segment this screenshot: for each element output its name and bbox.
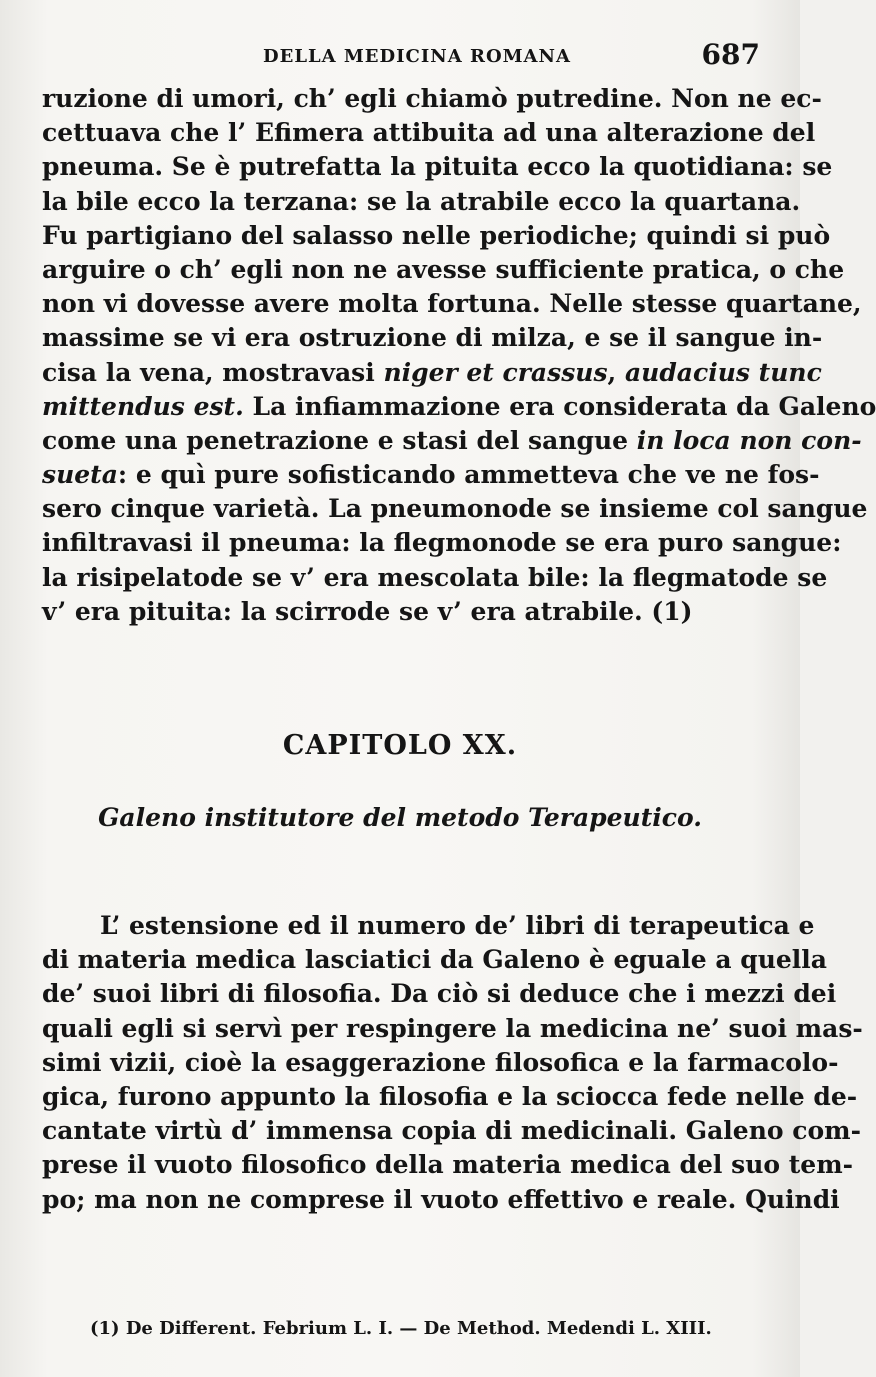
chapter-title: CAPITOLO XX. <box>282 730 518 761</box>
text-segment: v’ era pituita: la scirrode se v’ era atrabile. (1) <box>42 596 693 626</box>
paragraph-continuation <box>42 82 876 629</box>
text-line <box>42 356 822 390</box>
text-segment: cettuava che l’ Efimera attibuita ad una alterazione del <box>42 118 816 148</box>
text-segment: non vi dovesse avere molta fortuna. Nelle stesse quartane, <box>42 289 862 319</box>
text-segment: di materia medica lasciatici da Galeno è eguale a quella <box>42 945 827 975</box>
text-line <box>42 150 833 184</box>
running-head <box>0 38 800 82</box>
text-line <box>42 219 831 253</box>
text-segment: la risipelatode se v’ era mescolata bile: la flegmatode se <box>42 562 828 592</box>
text-segment: prese il vuoto filosofico della materia medica del suo tem- <box>42 1150 854 1180</box>
text-segment: : e quì pure sofisticando ammetteva che ve ne fos- <box>117 460 820 490</box>
page-number: 687 <box>701 38 760 71</box>
text-segment: quali egli si servì per respingere la medicina ne’ suoi mas- <box>42 1013 863 1043</box>
text-segment: , <box>607 357 625 387</box>
text-segment: cantate virtù d’ immensa copia di medicinali. Galeno com- <box>42 1116 861 1146</box>
text-line <box>42 561 828 595</box>
text-segment: gica, furono appunto la filosofia e la sciocca fede nelle de- <box>42 1081 858 1111</box>
text-segment: simi vizii, cioè la esaggerazione filosofica e la farmacolo- <box>42 1047 839 1077</box>
text-segment: massime se vi era ostruzione di milza, e se il sangue in- <box>42 323 823 353</box>
text-segment: ruzione di umori, ch’ egli chiamò putredine. Non ne ec- <box>42 84 822 113</box>
text-line <box>42 116 816 150</box>
text-line <box>42 526 842 560</box>
text-segment: come una penetrazione e stasi del sangue <box>42 425 637 455</box>
text-segment: L’ estensione ed il numero de’ libri di terapeutica e <box>100 911 815 940</box>
italic-text: in loca non con- <box>636 425 862 455</box>
text-segment: Fu partigiano del salasso nelle periodiche; quindi si può <box>42 220 831 250</box>
chapter-paragraph <box>42 909 863 1217</box>
text-segment: sero cinque varietà. La pneumonode se insieme col sangue <box>42 494 868 524</box>
running-title: DELLA MEDICINA ROMANA <box>263 46 571 67</box>
italic-text: mittendus est. <box>42 391 244 421</box>
text-segment: cisa la vena, mostravasi <box>42 357 384 387</box>
text-segment: La infiammazione era considerata da Galeno <box>243 391 876 421</box>
text-line <box>42 1046 839 1080</box>
italic-text: audacius tunc <box>624 357 822 387</box>
text-line <box>42 287 862 321</box>
text-segment: la bile ecco la terzana: se la atrabile ecco la quartana. <box>42 186 801 216</box>
text-line <box>42 82 822 116</box>
text-segment: arguire o ch’ egli non ne avesse sufficiente pratica, o che <box>42 254 845 284</box>
text-line <box>42 424 862 458</box>
text-line <box>42 321 823 355</box>
text-line <box>42 1012 863 1046</box>
text-line <box>42 458 820 492</box>
text-line <box>42 253 845 287</box>
chapter-subtitle: Galeno institutore del metodo Terapeutico. <box>98 803 702 832</box>
text-segment: infiltravasi il pneuma: la flegmonode se era puro sangue: <box>42 528 842 558</box>
text-line <box>42 1148 854 1182</box>
text-line <box>42 977 837 1011</box>
text-line <box>42 595 758 629</box>
italic-text: sueta <box>42 460 118 490</box>
text-line <box>42 1080 858 1114</box>
text-segment: po; ma non ne comprese il vuoto effettivo e reale. Quindi <box>42 1184 840 1214</box>
text-segment: pneuma. Se è putrefatta la pituita ecco la quotidiana: se <box>42 152 833 182</box>
text-line <box>42 909 815 943</box>
text-line <box>42 1183 840 1217</box>
text-line <box>42 185 801 219</box>
footnote: (1) De Different. Febrium L. I. — De Method. Medendi L. XIII. <box>90 1318 712 1339</box>
text-line <box>42 943 827 977</box>
text-line <box>42 1114 861 1148</box>
text-line <box>42 390 876 424</box>
text-line <box>42 492 868 526</box>
text-segment: de’ suoi libri di filosofia. Da ciò si deduce che i mezzi dei <box>42 979 837 1009</box>
italic-text: niger et crassus <box>383 357 608 387</box>
